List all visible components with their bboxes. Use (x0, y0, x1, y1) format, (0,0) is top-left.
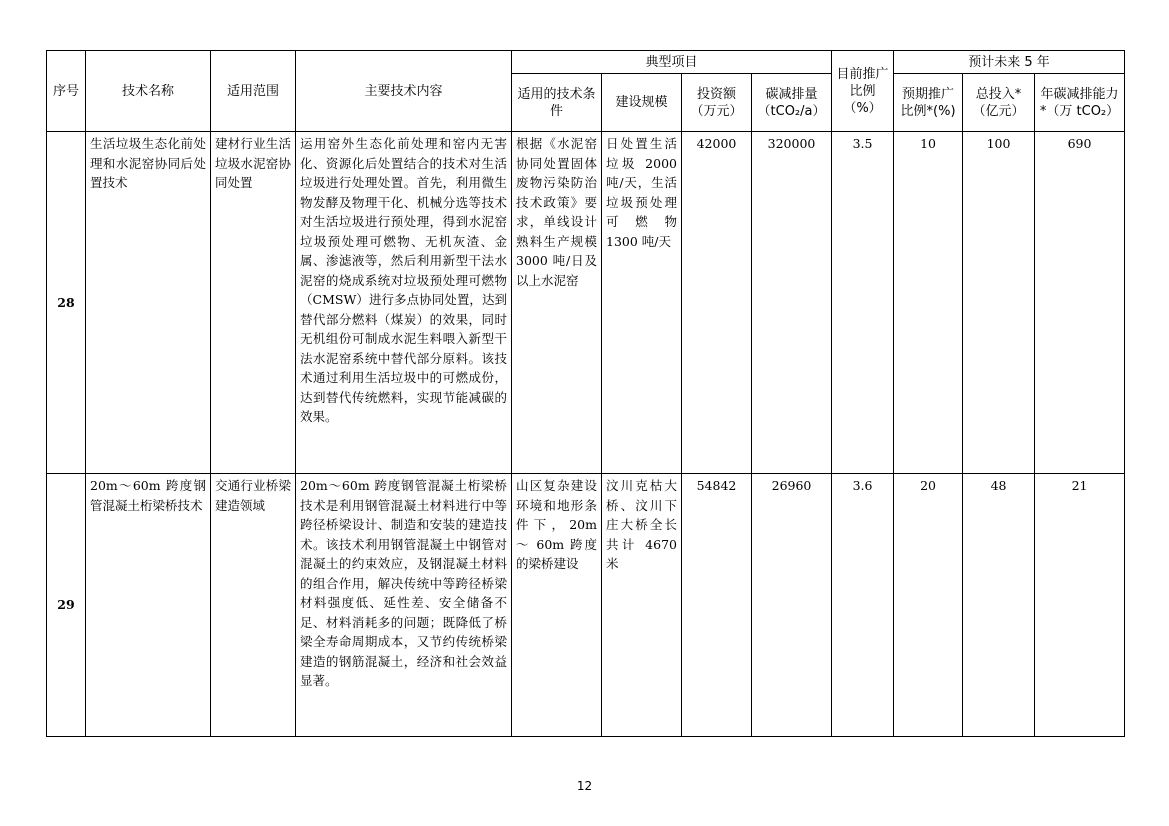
row-build-scale: 日处置生活垃圾 2000 吨/天，生活垃圾预处理可燃物 1300 吨/天 (602, 132, 682, 474)
row-conditions: 根据《水泥窑协同处置固体废物污染防治技术政策》要求，单线设计熟料生产规模3000 吨/日及以上水泥窑 (512, 132, 602, 474)
row-seq: 29 (47, 474, 86, 737)
header-build-scale: 建设规模 (602, 74, 682, 132)
table-row (47, 474, 1125, 737)
header-content: 主要技术内容 (296, 51, 512, 132)
page-number: 12 (576, 779, 593, 793)
row-expected-ratio: 20 (894, 474, 963, 737)
row-tech-name: 生活垃圾生态化前处理和水泥窑协同后处置技术 (86, 132, 211, 474)
technology-table (46, 50, 1125, 737)
row-tech-name: 20m～60m 跨度钢管混凝土桁梁桥技术 (86, 474, 211, 737)
row-build-scale: 汶川克枯大桥、汶川下庄大桥全长共计 4670 米 (602, 474, 682, 737)
row-scope: 交通行业桥梁建造领域 (211, 474, 296, 737)
row-expected-ratio: 10 (894, 132, 963, 474)
row-carbon-reduction: 26960 (752, 474, 832, 737)
header-seq: 序号 (47, 51, 86, 132)
row-total-investment: 48 (963, 474, 1035, 737)
header-investment: 投资额（万元） (682, 74, 752, 132)
table-row (47, 132, 1125, 474)
header-carbon-reduction: 碳减排量（tCO₂/a） (752, 74, 832, 132)
row-annual-capacity: 690 (1035, 132, 1125, 474)
header-annual-capacity: 年碳减排能力*（万 tCO₂） (1035, 74, 1125, 132)
row-investment: 42000 (682, 132, 752, 474)
header-conditions: 适用的技术条件 (512, 74, 602, 132)
header-tech-name: 技术名称 (86, 51, 211, 132)
header-scope: 适用范围 (211, 51, 296, 132)
header-typical-project: 典型项目 (512, 51, 832, 74)
row-investment: 54842 (682, 474, 752, 737)
header-current-ratio: 目前推广比例（%） (832, 51, 894, 132)
row-carbon-reduction: 320000 (752, 132, 832, 474)
row-conditions: 山区复杂建设环境和地形条件下，20m ～ 60m 跨度的梁桥建设 (512, 474, 602, 737)
header-forecast: 预计未来 5 年 (894, 51, 1125, 74)
header-total-investment: 总投入*（亿元） (963, 74, 1035, 132)
row-content: 运用窑外生态化前处理和窑内无害化、资源化后处置结合的技术对生活垃圾进行处理处置。首先，利用微生物发酵及物理干化、机械分选等技术对生活垃圾进行预处理，得到水泥窑垃圾预处理可燃物、无机灰渣、金属、渗滤液等，然后利用新型干法水泥窑的烧成系统对垃圾预处理可燃物（CMSW）进行多点协同处置，达到替代部分燃料（煤炭）的效果，同时无机组份可制成水泥生料喂入新型干法水泥窑系统中替代部分原料。该技术通过利用生活垃圾中的可燃成份，达到替代传统燃料，实现节能减碳的效果。 (296, 132, 512, 474)
technology-table-sheet (46, 50, 1124, 737)
row-seq: 28 (47, 132, 86, 474)
row-current-ratio: 3.6 (832, 474, 894, 737)
row-scope: 建材行业生活垃圾水泥窑协同处置 (211, 132, 296, 474)
header-expected-ratio: 预期推广比例*(%) (894, 74, 963, 132)
row-current-ratio: 3.5 (832, 132, 894, 474)
row-content: 20m～60m 跨度钢管混凝土桁梁桥技术是利用钢管混凝土材料进行中等跨径桥梁设计、制造和安装的建造技术。该技术利用钢管混凝土中钢管对混凝土的约束效应，及钢混凝土材料的组合作用，解决传统中等跨径桥梁材料强度低、延性差、安全储备不足、材料消耗多的问题；既降低了桥梁全寿命周期成本，又节约传统桥梁建造的钢筋混凝土，经济和社会效益显著。 (296, 474, 512, 737)
row-annual-capacity: 21 (1035, 474, 1125, 737)
row-total-investment: 100 (963, 132, 1035, 474)
